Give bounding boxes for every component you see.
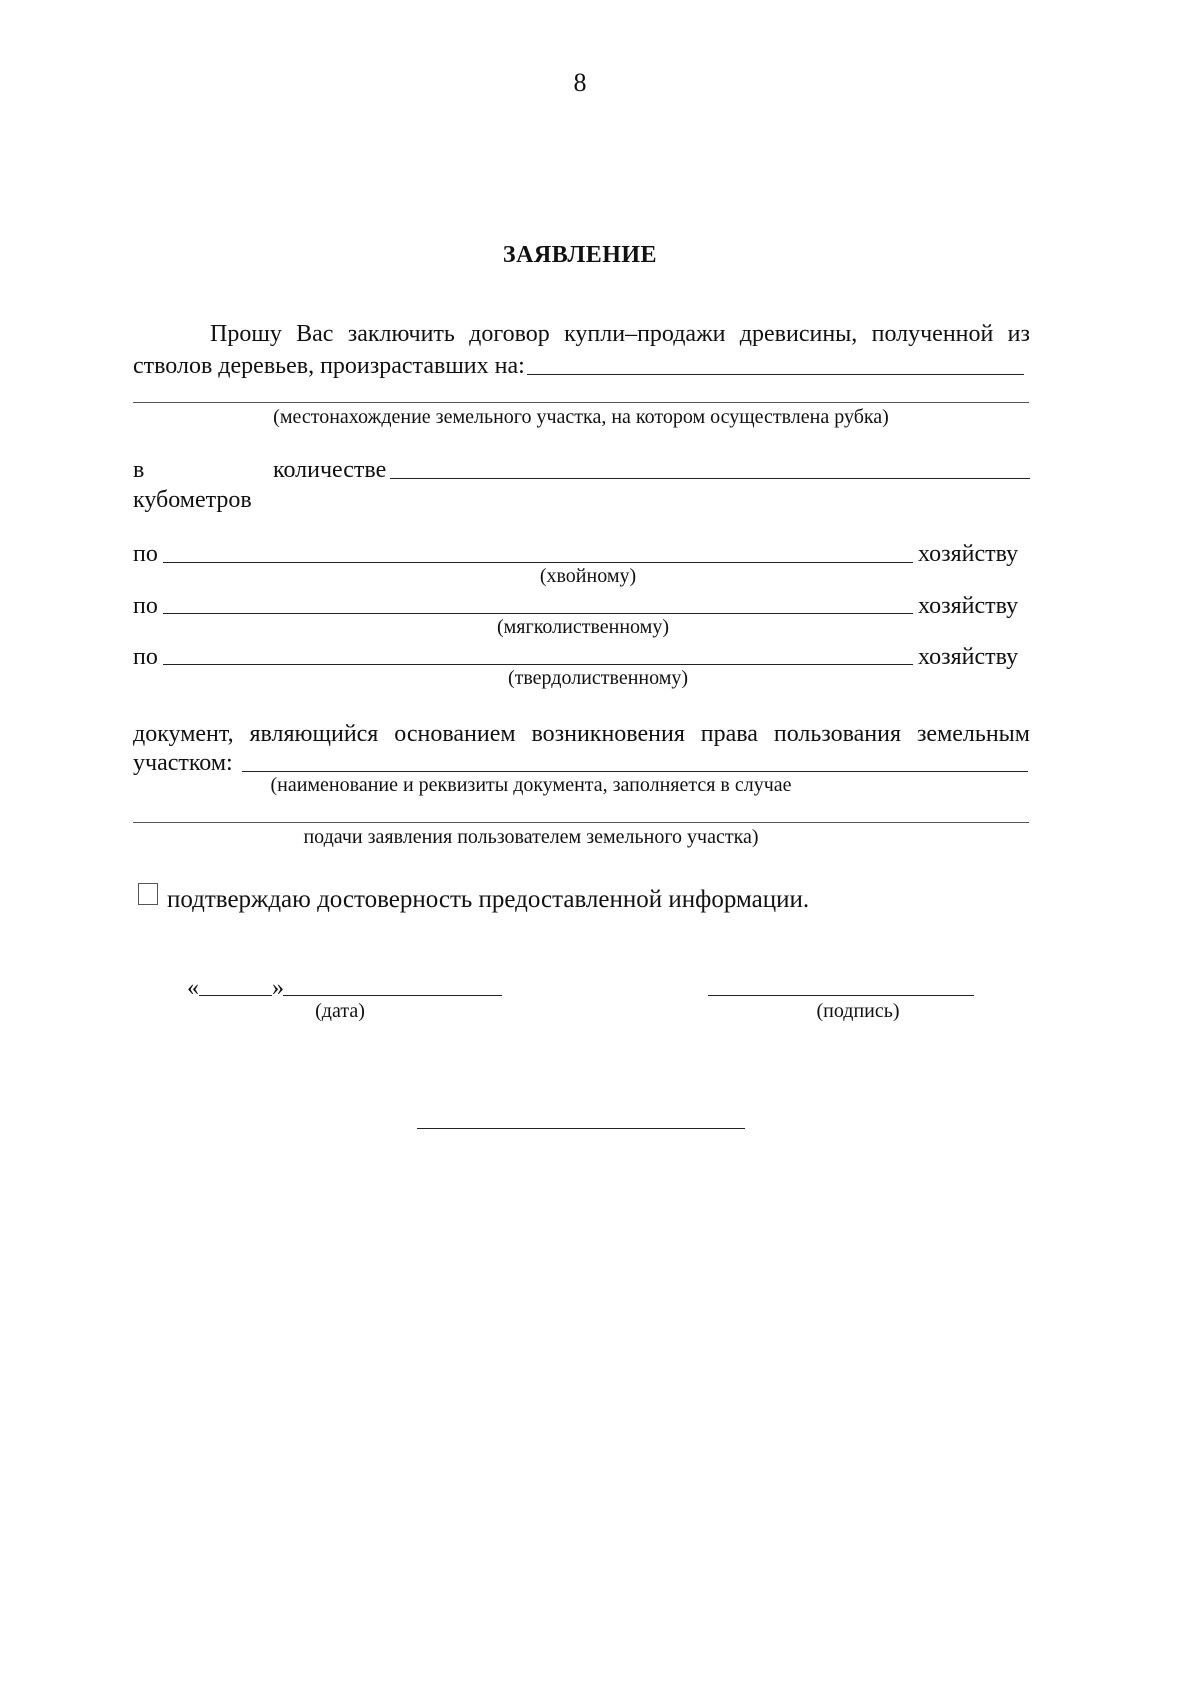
farm-suffix-coniferous: хозяйству: [918, 541, 1019, 567]
quantity-label: количестве: [273, 457, 387, 483]
farm-prefix-coniferous: по: [133, 541, 158, 567]
closing-separator: [417, 1128, 745, 1129]
softwood-input-line[interactable]: [163, 613, 913, 614]
document-line-2: участком:: [133, 750, 233, 776]
document-caption-2: подачи заявления пользователем земельного участка): [303, 826, 759, 848]
farm-suffix-softwood: хозяйству: [918, 593, 1019, 619]
signature-caption: (подпись): [816, 1000, 900, 1022]
coniferous-input-line[interactable]: [163, 562, 913, 563]
document-input-line-1[interactable]: [242, 771, 1028, 772]
document-input-line-2[interactable]: [133, 822, 1029, 823]
document-title: ЗАЯВЛЕНИЕ: [502, 242, 658, 268]
date-quote-open: «: [187, 975, 199, 1001]
location-input-line-1[interactable]: [527, 374, 1024, 375]
softwood-caption: (мягколиственному): [496, 616, 669, 638]
location-caption: (местонахождение земельного участка, на котором осуществлена рубка): [273, 406, 889, 428]
document-caption-1: (наименование и реквизиты документа, заполняется в случае: [270, 774, 792, 796]
intro-line-2: стволов деревьев, произраставших на:: [133, 353, 525, 379]
farm-suffix-hardwood: хозяйству: [918, 644, 1019, 670]
farm-prefix-hardwood: по: [133, 644, 158, 670]
date-quote-close: »: [272, 975, 284, 1001]
signature-input-line[interactable]: [708, 995, 974, 996]
intro-line-1: Прошу Вас заключить договор купли–продажи древисины, полученной из: [210, 321, 1030, 347]
page-number: 8: [573, 68, 587, 97]
hardwood-input-line[interactable]: [163, 664, 913, 665]
date-caption: (дата): [315, 1000, 365, 1022]
date-day-input-line[interactable]: [199, 995, 272, 996]
quantity-prefix: в: [133, 457, 145, 483]
quantity-input-line[interactable]: [390, 478, 1030, 479]
date-month-year-input-line[interactable]: [283, 995, 502, 996]
confirm-checkbox[interactable]: [138, 883, 158, 905]
farm-prefix-softwood: по: [133, 593, 158, 619]
location-input-line-2[interactable]: [133, 402, 1029, 403]
coniferous-caption: (хвойному): [539, 565, 637, 587]
document-line-1: документ, являющийся основанием возникновения права пользования земельным: [133, 721, 1030, 747]
quantity-unit: кубометров: [133, 487, 252, 513]
hardwood-caption: (твердолиственному): [507, 667, 689, 689]
confirm-label: подтверждаю достоверность предоставленной информации.: [167, 886, 810, 913]
